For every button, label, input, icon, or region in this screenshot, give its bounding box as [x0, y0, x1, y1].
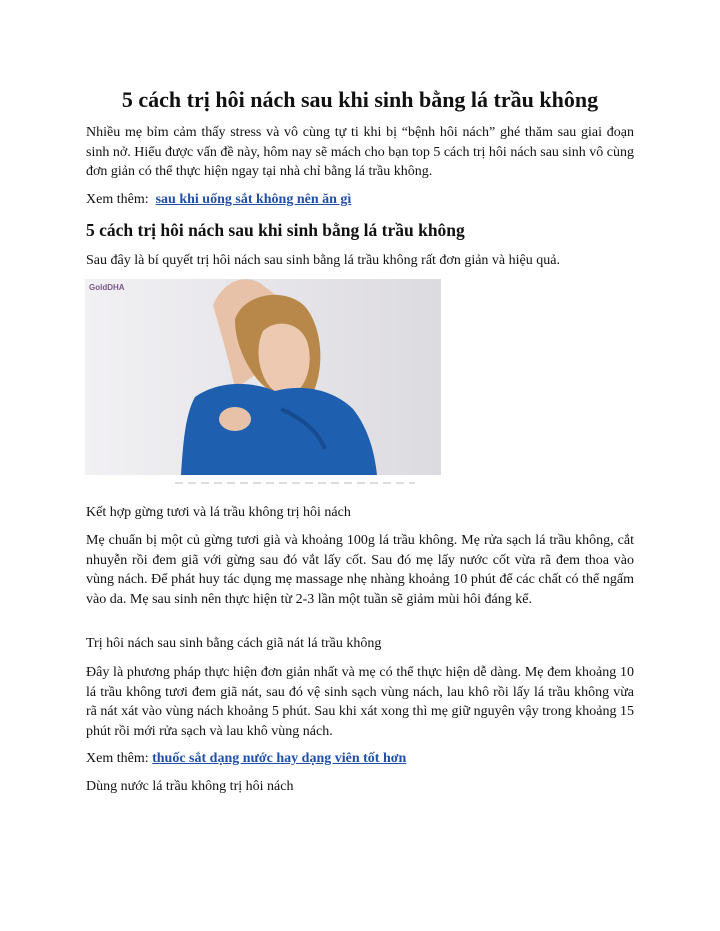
image-caption-line: [175, 482, 415, 484]
see-more-label: Xem thêm:: [86, 751, 149, 766]
method3-title: Dùng nước lá trầu không trị hôi nách: [86, 779, 294, 794]
see-more-link-1[interactable]: sau khi uống sắt không nên ăn gì: [155, 192, 352, 207]
see-more-link-2[interactable]: thuốc sắt dạng nước hay dạng viên tốt hơn: [152, 751, 407, 766]
woman-armpit-photo: [85, 279, 441, 475]
method1-title: Kết hợp gừng tươi và lá trầu không trị hôi nách: [86, 505, 351, 520]
method2-body: Đây là phương pháp thực hiện đơn giản nhất và mẹ có thể thực hiện dễ dàng. Mẹ đem khoảng 10 lá trầu không tươi đem giã nát, sau đó vệ sinh sạch vùng nách, lau khô rồi lấy lá trầu không vừa rã nát xát vào vùng nách khoảng 5 phút. Sau khi xát xong thì mẹ giữ nguyên vậy trong khoảng 15 phút rồi mới rửa sạch và lau khô vùng nách.: [86, 665, 634, 739]
method1-body: Mẹ chuẩn bị một củ gừng tươi già và khoảng 100g lá trầu không. Mẹ rửa sạch lá trầu không, cắt nhuyễn rồi đem giã với gừng sau đó vắt lấy cốt. Sau đó mẹ lấy nước cốt vừa rã đem thoa vào vùng nách. Để phát huy tác dụng mẹ massage nhẹ nhàng khoảng 10 phút để các chất có thể ngấm vào da. Mẹ sau sinh nên thực hiện từ 2-3 lần một tuần sẽ giảm mùi hôi đáng kể.: [86, 533, 634, 607]
article-photo: [85, 279, 441, 475]
page-title: 5 cách trị hôi nách sau khi sinh bằng lá trầu không: [121, 87, 599, 112]
intro-paragraph: Nhiều mẹ bỉm cảm thấy stress và vô cùng tự ti khi bị “bệnh hôi nách” ghé thăm sau giai đoạn sinh nở. Hiểu được vấn đề này, hôm nay sẽ mách cho bạn top 5 cách trị hôi nách sau sinh vô cùng đơn giản có thể thực hiện ngay tại nhà chỉ bằng lá trầu không.: [86, 125, 634, 180]
see-more-2: [86, 749, 634, 769]
section-intro: Sau đây là bí quyết trị hôi nách sau sinh bằng lá trầu không rất đơn giản và hiệu quả.: [86, 253, 560, 268]
see-more-label: Xem thêm:: [86, 192, 149, 207]
see-more-1: [86, 190, 634, 210]
method2-title: Trị hôi nách sau sinh bằng cách giã nát lá trầu không: [86, 636, 382, 651]
section-heading: 5 cách trị hôi nách sau khi sinh bằng lá trầu không: [86, 220, 465, 240]
photo-watermark: GoldDHA: [89, 283, 125, 292]
